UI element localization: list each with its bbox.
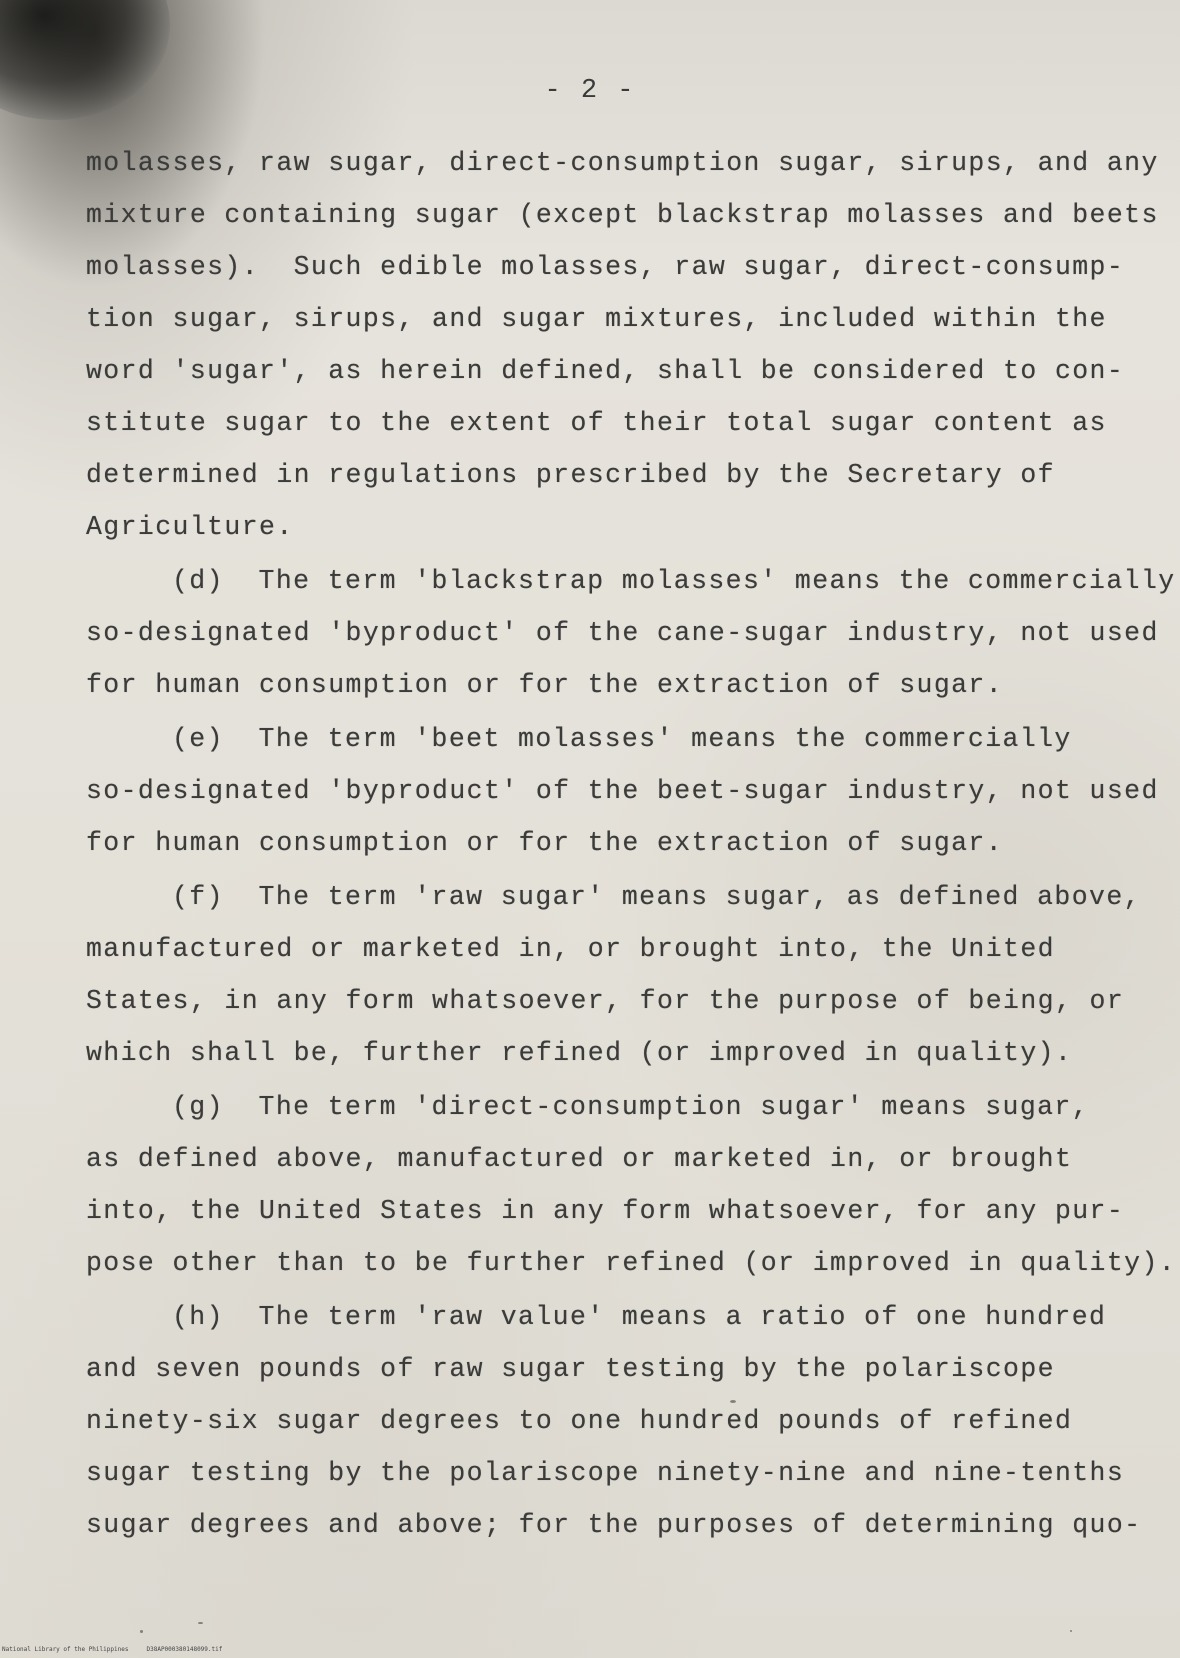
dust-speck xyxy=(1070,1630,1072,1632)
text-line: for human consumption or for the extraction of sugar. xyxy=(86,670,1004,700)
paragraph-e-start: (e) The term 'beet molasses' means the commercially xyxy=(172,724,1072,754)
text-line: sugar degrees and above; for the purposes of determining quo- xyxy=(86,1510,1142,1540)
dust-speck xyxy=(140,1630,143,1633)
page-number: - 2 - xyxy=(544,76,636,106)
text-line: so-designated 'byproduct' of the beet-sugar industry, not used xyxy=(86,776,1159,806)
paragraph-d-start: (d) The term 'blackstrap molasses' means the commercially xyxy=(172,566,1176,596)
text-line: tion sugar, sirups, and sugar mixtures, included within the xyxy=(86,304,1107,334)
text-line: sugar testing by the polariscope ninety-nine and nine-tenths xyxy=(86,1458,1125,1488)
text-line: and seven pounds of raw sugar testing by the polariscope xyxy=(86,1354,1055,1384)
text-line: manufactured or marketed in, or brought into, the United xyxy=(86,934,1055,964)
text-line: molasses, raw sugar, direct-consumption sugar, sirups, and any xyxy=(86,148,1159,178)
text-line: which shall be, further refined (or improved in quality). xyxy=(86,1038,1073,1068)
text-line: mixture containing sugar (except blackstrap molasses and beets xyxy=(86,200,1159,230)
text-line: molasses). Such edible molasses, raw sugar, direct-consump- xyxy=(86,252,1125,282)
text-line: for human consumption or for the extraction of sugar. xyxy=(86,828,1004,858)
text-line: into, the United States in any form whatsoever, for any pur- xyxy=(86,1196,1125,1226)
text-line: ninety-six sugar degrees to one hundred pounds of refined xyxy=(86,1406,1073,1436)
text-line: word 'sugar', as herein defined, shall be considered to con- xyxy=(86,356,1125,386)
text-line: Agriculture. xyxy=(86,512,294,542)
paragraph-f-start: (f) The term 'raw sugar' means sugar, as defined above, xyxy=(172,882,1141,912)
dust-speck xyxy=(730,1400,736,1403)
paragraph-g-start: (g) The term 'direct-consumption sugar' means sugar, xyxy=(172,1092,1090,1122)
text-line: stitute sugar to the extent of their total sugar content as xyxy=(86,408,1107,438)
text-line: pose other than to be further refined (or improved in quality). xyxy=(86,1248,1177,1278)
text-line: as defined above, manufactured or marketed in, or brought xyxy=(86,1144,1073,1174)
dust-speck xyxy=(198,1622,203,1624)
paragraph-h-start: (h) The term 'raw value' means a ratio of one hundred xyxy=(172,1302,1107,1332)
text-line: so-designated 'byproduct' of the cane-sugar industry, not used xyxy=(86,618,1159,648)
scan-source-footer: National Library of the Philippines D38AP000380148099.tif xyxy=(2,1646,223,1653)
text-line: States, in any form whatsoever, for the purpose of being, or xyxy=(86,986,1125,1016)
text-line: determined in regulations prescribed by the Secretary of xyxy=(86,460,1055,490)
